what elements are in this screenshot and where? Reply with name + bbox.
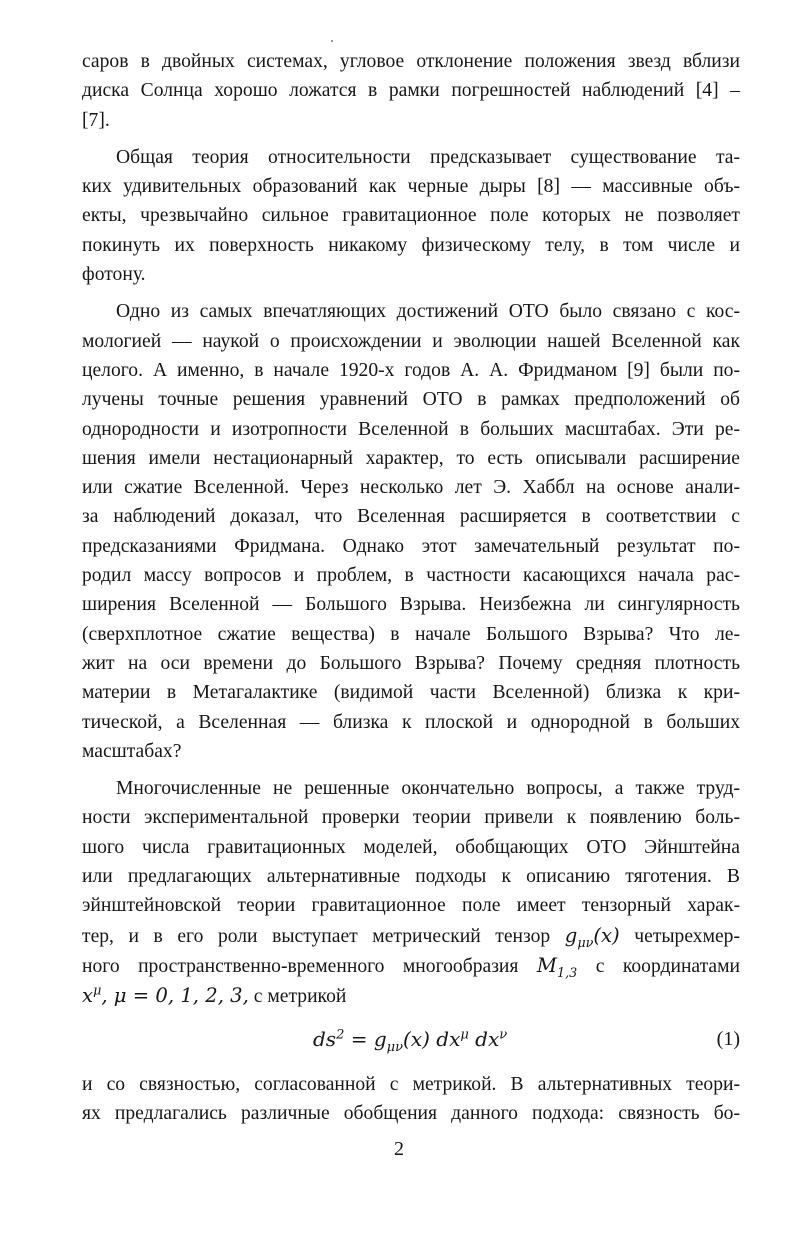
manifold-symbol <box>536 953 578 981</box>
paragraph-3 <box>82 297 740 766</box>
text-line: Общая теория относительности предсказывает существование та- <box>116 146 740 168</box>
text-line: или сжатие Вселенной. Через несколько лет Э. Хаббл на основе анали- <box>82 477 740 499</box>
text-line: родил массу вопросов и проблем, в частности касающихся начала рас- <box>82 565 740 587</box>
text-line: [7]. <box>82 109 110 131</box>
equation-1 <box>82 1020 740 1062</box>
text-line: жит на оси времени до Большого Взрыва? Почему средняя плотность <box>82 652 740 674</box>
equation-number: (1) <box>716 1027 740 1050</box>
text-line: ких удивительных образований как черные дыры [8] — массивные объ- <box>82 176 740 198</box>
paragraph-5 <box>82 1070 740 1129</box>
text-line: эйнштейновской теории гравитационное поле имеет тензорный харак- <box>82 895 740 917</box>
paragraph-1 <box>82 47 740 135</box>
math-symbol: g <box>564 923 578 947</box>
text-line: материи в Метагалактике (видимой части Вселенной) близка к кри- <box>82 682 740 704</box>
text-line: за наблюдений доказал, что Вселенная расширяется в соответствии с <box>82 506 740 528</box>
equation-body <box>313 1025 507 1054</box>
math-subscript: μν <box>577 935 594 951</box>
text-line-with-coordinates <box>82 981 740 1011</box>
math-argument: (x) <box>403 1026 430 1051</box>
text-line: шения имели нестационарный характер, то есть описывали расширение <box>82 447 740 469</box>
text-line-with-tensor <box>82 921 740 951</box>
math-symbol: dx <box>436 1026 461 1051</box>
text-line: лучены точные решения уравнений ОТО в рамках предположений об <box>82 389 740 411</box>
text-line: ширения Вселенной — Большого Взрыва. Неизбежна ли сингулярность <box>82 594 740 616</box>
text-line: предсказаниями Фридмана. Однако этот замечательный результат по- <box>82 535 740 557</box>
text-line: покинуть их поверхность никакому физическому телу, в том числе и <box>82 234 740 256</box>
math-subscript: 1,3 <box>556 965 578 981</box>
math-symbol: g <box>373 1026 387 1051</box>
coordinate-symbol <box>82 984 101 1007</box>
text-line: или предлагающих альтернативные подходы к описанию тяготения. В <box>82 866 740 888</box>
text-line: масштабах? <box>82 740 182 762</box>
text-line: Одно из самых впечатляющих достижений ОТО было связано с кос- <box>116 301 740 323</box>
math-superscript: μ <box>93 983 102 999</box>
text-line: ности экспериментальной проверки теории привели к появлению боль- <box>82 807 740 829</box>
text-line: саров в двойных системах, угловое отклонение положения звезд вблизи <box>82 51 740 72</box>
equals-sign: = <box>350 1026 368 1051</box>
text-fragment: ного пространственно-временного многообразия <box>82 955 519 977</box>
text-fragment: с координатами <box>595 955 740 977</box>
text-fragment: с метрикой <box>253 986 347 1008</box>
text-line: однородности и изотропности Вселенной в больших масштабах. Эти ре- <box>82 418 740 440</box>
page-number: 2 <box>394 1138 404 1160</box>
text-fragment: тер, и в его роли выступает метрический тензор <box>82 925 551 947</box>
scan-speck <box>331 40 333 42</box>
text-line: Многочисленные не решенные окончательно вопросы, а также труд- <box>116 778 740 800</box>
math-superscript: μ <box>460 1026 469 1042</box>
text-line: тической, а Вселенная — близка к плоской и однородной в больших <box>82 711 740 733</box>
math-symbol: dx <box>475 1026 500 1051</box>
text-line: ях предлагались различные обобщения данного подхода: связность бо- <box>82 1102 740 1124</box>
text-line: екты, чрезвычайно сильное гравитационное поле которых не позволяет <box>82 205 740 227</box>
text-line: диска Солнца хорошо ложатся в рамки погрешностей наблюдений [4] – <box>82 80 740 102</box>
text-line-with-manifold <box>82 951 740 981</box>
text-line: мологией — наукой о происхождении и эволюции нашей Вселенной как <box>82 330 740 352</box>
text-line: шого числа гравитационных моделей, обобщающих ОТО Эйнштейна <box>82 836 740 858</box>
index-range: , μ = 0, 1, 2, 3, <box>101 984 249 1008</box>
math-symbol: ds <box>313 1026 337 1051</box>
math-argument: (x) <box>593 923 620 947</box>
math-symbol: x <box>82 984 94 1008</box>
paragraph-2 <box>82 143 740 289</box>
text-fragment: четырехмер- <box>634 925 740 947</box>
text-line: и со связностью, согласованной с метрикой. В альтернативных теори- <box>82 1073 740 1095</box>
math-symbol: M <box>536 953 557 977</box>
paragraph-4 <box>82 774 740 1011</box>
text-line: фотону. <box>82 264 146 286</box>
math-superscript: 2 <box>336 1026 345 1042</box>
text-line: целого. А именно, в начале 1920-х годов А. А. Фридманом [9] были по- <box>82 359 740 381</box>
document-page <box>82 47 740 1136</box>
text-line: (сверхплотное сжатие вещества) в начале Большого Взрыва? Что ле- <box>82 623 740 645</box>
math-superscript: ν <box>499 1026 508 1042</box>
metric-tensor-symbol <box>564 923 620 951</box>
math-subscript: μν <box>386 1039 404 1055</box>
